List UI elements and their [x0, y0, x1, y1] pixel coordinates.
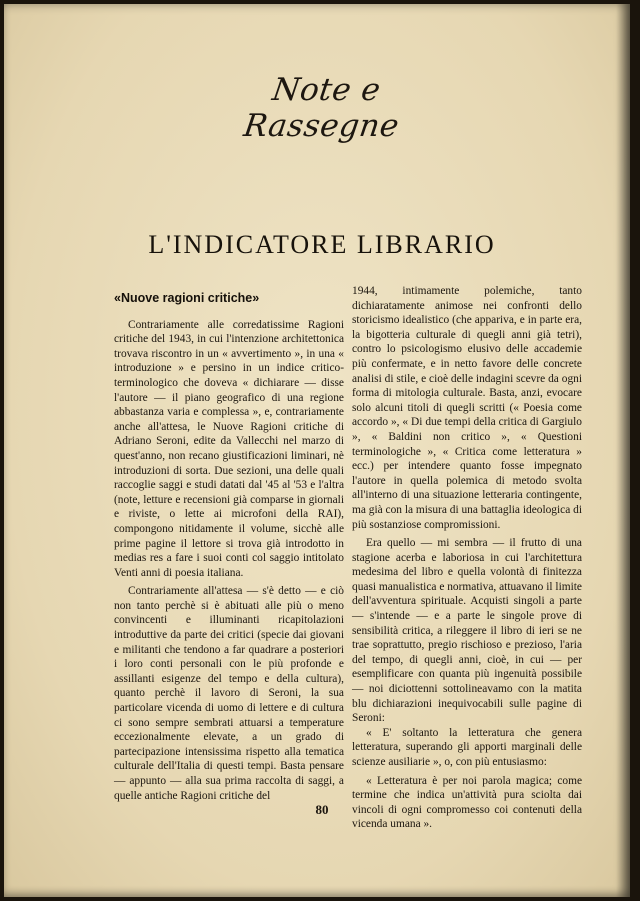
right-column — [352, 284, 582, 832]
paragraph: Contrariamente all'attesa — s'è detto — e ciò non tanto perchè si è abituati alle più o meno convincenti e illuminanti ricapitolazioni introduttive da parte dei critici (specie dai giovani e militanti che tendono a far quadrare a posteriori i loro conti personali con le più profonde e assillanti esigenze del tempo e della cultura), quanto perchè il lavoro di Seroni, la sua particolare vicenda di uomo di lettere e di cultura ci sono sempre sembrati attuarsi a temperature eccezionalmente elevate, a un grado di partecipazione intensissima rispetto alla tematica culturale dell'Italia di questi tempi. Basta pensare — appunto — alla sua prima raccolta di saggi, a quelle antiche Ragioni critiche del — [114, 585, 344, 802]
left-column — [114, 291, 344, 803]
book-page — [4, 4, 630, 897]
page-edge-shadow — [616, 4, 630, 897]
paragraph: Era quello — mi sembra — il frutto di una stagione acerba e laboriosa in cui l'architettura medesima del libro e quella volontà di finitezza quasi manualistica e normativa, attuavano il limite dell'avventura spirituale. Acquisti singoli a parte — s'intende — e a parte le singole prove di sensibilità critica, a rileggere il libro di ieri se ne trae soprattutto, pregio rischioso e prezioso, l'aria del tempo, di quegli anni, cioè, in cui — per esemplificare con quanta più ingenuità possibile — noi diciottenni sottolineavamo con la matita blu dichiarazioni inequivocabili sulle pagine di Seroni: — [352, 537, 582, 725]
article-heading: «Nuove ragioni critiche» — [114, 291, 260, 305]
section-title: Note e Rassegne — [241, 72, 402, 144]
paragraph: Contrariamente alle corredatissime Ragioni critiche del 1943, in cui l'intenzione architettonica trovava riscontro in un « avvertimento », in una « introduzione » e persino in un indice critico-terminologico che doveva « dichiarare — disse l'autore — il piano geografico di una regione abbastanza varia e complessa », e, contrariamente anche all'attesa, le Nuove Ragioni critiche di Adriano Seroni, edite da Vallecchi nel marzo di quest'anno, non recano giustificazioni liminari, nè introduzioni di sorta. Due sezioni, una delle quali raccoglie saggi e studi datati dal '45 al '53 e l'altra (note, letture e recensioni già comparse in giornali e riviste, o lette ai microfoni della RAI), compongono nitidamente il volume, sicchè alle prime pagine il lettore si trova già introdotto in medias res a fare i suoi conti col saggio intitolato Venti anni di poesia italiana. — [114, 318, 344, 579]
page-number: 80 — [315, 802, 329, 817]
paragraph: « E' soltanto la letteratura che genera letteratura, superando gli apporti marginali delle scienze ausiliarie », o, con più entusiasmo: — [352, 726, 582, 768]
quotation: « Letteratura è per noi parola magica; come termine che indica un'attività pura sciolta dai vincoli di ogni compromesso coi contenuti della vicenda umana ». — [352, 774, 582, 831]
page-title: L'INDICATORE LIBRARIO — [148, 230, 496, 259]
paragraph: 1944, intimamente polemiche, tanto dichiaratamente animose nei confronti dello storicismo idealistico (che appariva, e in parte era, la bigotteria culturale di quegli anni già tetri), contro lo psicologismo elusivo delle accademie più confermate, e in netto favore delle concrete analisi di stile, e cioè delle indagini scevre da ogni forma di mitologia culturale. Basta, anzi, evocare solo alcuni titoli di quegli scritti (« Poesia come accordo », « Di due tempi della critica di Gargiulo », « Baldini non critico », « Questioni terminologiche », « Critica come letteratura » ecc.) per intendere quanto fosse impegnato l'autore in quella polemica di metodo svolta all'interno di una situazione letteraria contingente, ma già con la misura di una battaglia ideologica di più sostanziose compromissioni. — [352, 285, 582, 531]
